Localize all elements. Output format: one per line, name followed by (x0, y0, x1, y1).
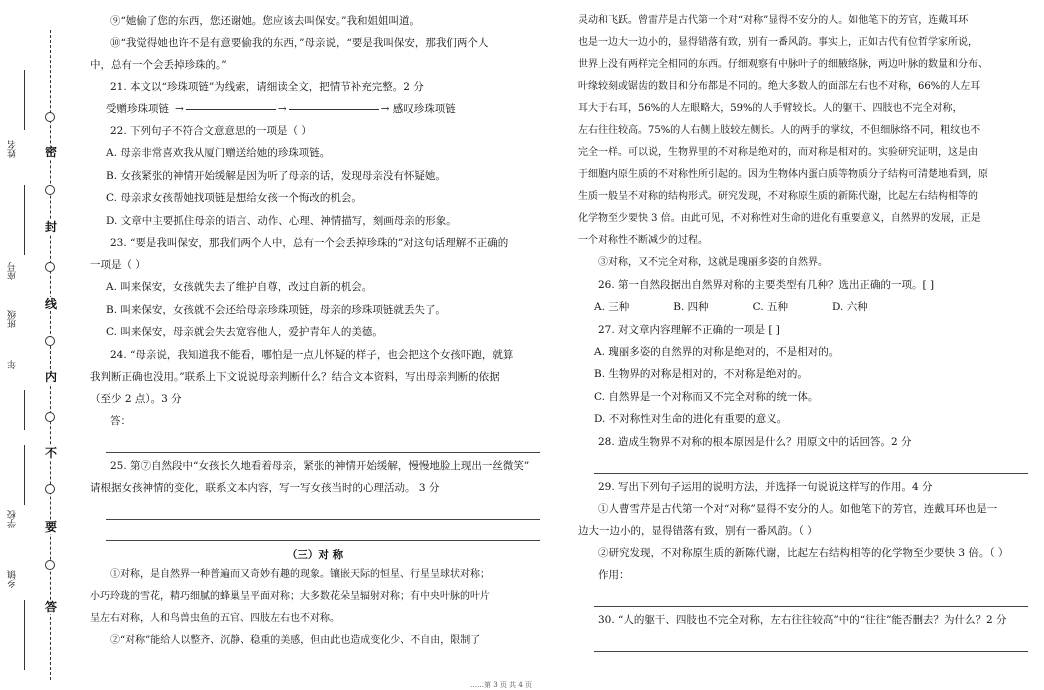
question-24: 24. “母亲说，我知道我不能看，哪怕是一点儿怀疑的样子，也会把这个女孩吓跑，就算 (110, 348, 514, 361)
q30-answer-line[interactable] (594, 633, 1028, 652)
symmetry-text-line: 于细胞内原生质的不对称性所引起的。因为生物体内蛋白质等物质分子结构可清楚地看到，原 (578, 169, 988, 180)
symmetry-paragraph-1-cont2: 呈左右对称，人和鸟兽虫鱼的五官、四肢左右也不对称。 (90, 612, 340, 624)
paragraph-10-cont: 中，总有一个会丢掉珍珠的。” (90, 59, 227, 71)
binding-hole (45, 336, 55, 346)
question-29: 29. 写出下列句子运用的说明方法，并选择一句说说这样写的作用。4 分 (598, 480, 933, 493)
arrow-icon: → (175, 103, 184, 115)
school-field-line[interactable] (24, 445, 25, 505)
seal-char: 线 (44, 297, 57, 311)
q27-option-a: A. 瑰丽多姿的自然界的对称是绝对的，不是相对的。 (594, 345, 840, 358)
page-footer: ……第 3 页 共 4 页 (470, 681, 533, 689)
q26-options (578, 296, 1028, 319)
name-field-line[interactable] (24, 70, 25, 130)
township-field-line[interactable] (24, 600, 25, 670)
question-26: 26. 第一自然段据出自然界对称的主要类型有几种？选出正确的一项。[ ] (598, 279, 935, 291)
question-21: 21. 本文以“珍珠项链”为线索，请细读全文，把情节补充完整。2 分 (110, 81, 424, 93)
symmetry-paragraph-1: ①对称，是自然界一种普遍而又奇妙有趣的现象。镶嵌天际的恒星、行星呈球状对称； (110, 568, 490, 580)
question-24-cont: 我判断正确也没用。”联系上下文说说母亲判断什么？结合文本资料，写出母亲判断的依据 (90, 370, 500, 383)
school-field-label: 学校 (8, 510, 18, 528)
seal-char: 密 (44, 145, 57, 159)
binding-hole (45, 112, 55, 122)
section-title: （三）对 称 (286, 548, 344, 561)
arrow-icon: → (277, 103, 287, 115)
question-28: 28. 造成生物界不对称的根本原因是什么？用原文中的话回答。2 分 (598, 435, 912, 448)
symmetry-text-line: 世界上没有两样完全相同的东西。仔细观察有中脉叶子的细腋络脉，两边叶脉的数量和分布、 (578, 59, 988, 70)
q29-sentence-1-cont: 边大一边小的，显得错落有致，别有一番风韵。（ ） (578, 524, 818, 537)
seal-char: 内 (44, 370, 57, 384)
q23-option-c: C. 叫来保安，母亲就会失去宽容他人，爱护青年人的美德。 (106, 326, 383, 338)
q27-option-c: C. 自然界是一个对称而又不完全对称的统一体。 (594, 390, 819, 403)
seal-char: 要 (44, 520, 57, 534)
seat-field-label: 座号 (8, 262, 18, 280)
q22-option-b: B. 女孩紧张的神情开始缓解是因为听了母亲的话，发现母亲没有怀疑她。 (106, 169, 446, 182)
q21-blank-2[interactable] (289, 109, 379, 110)
q26-option-a: A. 三种 (594, 301, 630, 313)
q27-option-b: B. 生物界的对称是相对的，不对称是绝对的。 (594, 368, 808, 380)
symmetry-text-line: 叶缘较刻或锯齿的数目和分布都是不同的。绝大多数人的面部左右也不对称，66%的人左耳 (578, 81, 981, 92)
seal-char: 不 (44, 446, 57, 460)
seal-char: 答 (44, 600, 57, 614)
township-field-label: 乡镇 (8, 570, 18, 588)
symmetry-text-line: 耳大于右耳，56%的人左眼略大，59%的人手臂较长。人的躯干、四肢也不完全对称， (578, 103, 963, 114)
paragraph-9: ⑨“她偷了您的东西，您还谢她。您应该去叫保安。”我和姐姐叫道。 (110, 15, 420, 27)
binding-hole (45, 484, 55, 494)
q21-plot-chain (90, 98, 540, 120)
seat-field-line[interactable] (24, 185, 25, 255)
symmetry-paragraph-1-cont: 小巧玲珑的雪花，精巧细腻的蜂巢呈平面对称；大多数花朵呈辐射对称；有中央叶脉的叶片 (90, 590, 490, 602)
q21-start: 受赠珍珠项链 (106, 103, 169, 115)
symmetry-text-line: 也是一边大一边小的，显得错落有致，别有一番风韵。事实上，正如古代有位哲学家所说， (578, 37, 978, 48)
grade-field-label: 年 (8, 360, 18, 369)
binding-hole (45, 412, 55, 422)
binding-hole (45, 262, 55, 272)
left-column (90, 10, 540, 652)
symmetry-text-line: 灵动和飞跃。曾雷芹是古代第一个对“对称”显得不安分的人。如他笔下的芳官，连戴耳环 (578, 15, 969, 26)
symmetry-text-line: 左右往往较高。75%的人右侧上肢较左侧长。人的两手的掌纹，不但细脉络不同，粗纹也不 (578, 125, 981, 136)
q22-option-a: A. 母亲非常喜欢我从厦门赠送给她的珍珠项链。 (106, 147, 331, 159)
binding-hole (45, 560, 55, 570)
question-23-cont: 一项是（ ） (90, 259, 146, 271)
question-24-cont2: （至少 2 点）。3 分 (90, 392, 182, 405)
q29-use-label: 作用： (598, 568, 630, 581)
right-column (578, 10, 1028, 654)
question-27: 27. 对文章内容理解不正确的一项是 [ ] (598, 323, 780, 336)
symmetry-paragraph-2: ②“对称”能给人以整齐、沉静、稳重的美感，但由此也造成变化少、不自由，限制了 (110, 634, 481, 646)
q29-answer-line[interactable] (594, 588, 1028, 607)
q21-end: → 感叹珍珠项链 (380, 103, 456, 115)
binding-margin (0, 0, 80, 688)
question-25: 25. 第⑦自然段中“女孩长久地看着母亲，紧张的神情开始缓解，慢慢地脸上现出一丝微笑” (110, 459, 530, 472)
q29-sentence-2: ②研究发现，不对称原生质的新陈代谢，比起左右结构相等的化学物至少要快 3 倍。（ ） (598, 546, 1009, 559)
question-25-cont: 请根据女孩神情的变化，联系文本内容，写一写女孩当时的心理活动。 3 分 (90, 481, 440, 494)
binding-dashed-line (50, 30, 51, 680)
q23-option-a: A. 叫来保安，女孩就失去了维护自尊，改过自新的机会。 (106, 281, 373, 293)
q23-option-b: B. 叫来保安，女孩就不会还给母亲珍珠项链，母亲的珍珠项链就丢失了。 (106, 303, 446, 316)
symmetry-text-line: 化学物至少要快 3 倍。由此可见，不对称性对生命的进化有重要意义，自然界的发展，正是 (578, 213, 981, 224)
symmetry-paragraph-3: ③对称，又不完全对称，这就是瑰丽多姿的自然界。 (598, 257, 828, 268)
paragraph-10: ⑩“我觉得她也许不是有意要偷我的东西，”母亲说，“要是我叫保安，那我们两个人 (110, 37, 489, 49)
q22-option-d: D. 文章中主要抓住母亲的语言、动作、心理、神情描写，刻画母亲的形象。 (106, 214, 457, 227)
symmetry-text-line: 完全一样。可以说，生物界里的不对称是绝对的，而对称是相对的。实验研究证明，这是由 (578, 147, 978, 158)
binding-hole (45, 185, 55, 195)
class-field-line[interactable] (24, 390, 25, 430)
name-field-label: 姓名 (8, 140, 18, 158)
q29-sentence-1: ①人曹雪芹是古代第一个对“对称”显得不安分的人。如他笔下的芳官，连戴耳环也是一 (598, 502, 998, 515)
symmetry-text-line: 生质一般呈不对称的结构形式。研究发现，不对称原生质的新陈代谢，比起左右结构相等的 (578, 191, 978, 202)
symmetry-text-line: 一个对称性不断减少的过程。 (578, 235, 708, 246)
q25-answer-line[interactable] (106, 522, 540, 541)
q21-blank-1[interactable] (186, 109, 276, 110)
class-field-label: 班级 (8, 310, 18, 328)
question-22: 22. 下列句子不符合文意意思的一项是（ ） (110, 125, 312, 137)
q24-answer-line[interactable] (106, 434, 540, 453)
seal-char: 封 (44, 220, 57, 234)
question-30: 30. “人的躯干、四肢也不完全对称，左右往往较高”中的“往往”能否删去？为什么？2 分 (598, 613, 1007, 626)
q28-answer-line[interactable] (594, 455, 1028, 474)
q24-answer-label: 答： (110, 414, 131, 427)
q27-option-d: D. 不对称性对生命的进化有重要的意义。 (594, 413, 788, 425)
q22-option-c: C. 母亲求女孩帮她找项链是想给女孩一个悔改的机会。 (106, 192, 362, 204)
q26-option-d: D. 六种 (832, 301, 868, 313)
q25-answer-line[interactable] (106, 501, 540, 520)
q26-option-c: C. 五种 (752, 301, 789, 313)
question-23: 23. “要是我叫保安，那我们两个人中，总有一个会丢掉珍珠的”对这句话理解不正确的 (110, 237, 509, 249)
q26-option-b: B. 四种 (673, 301, 709, 313)
